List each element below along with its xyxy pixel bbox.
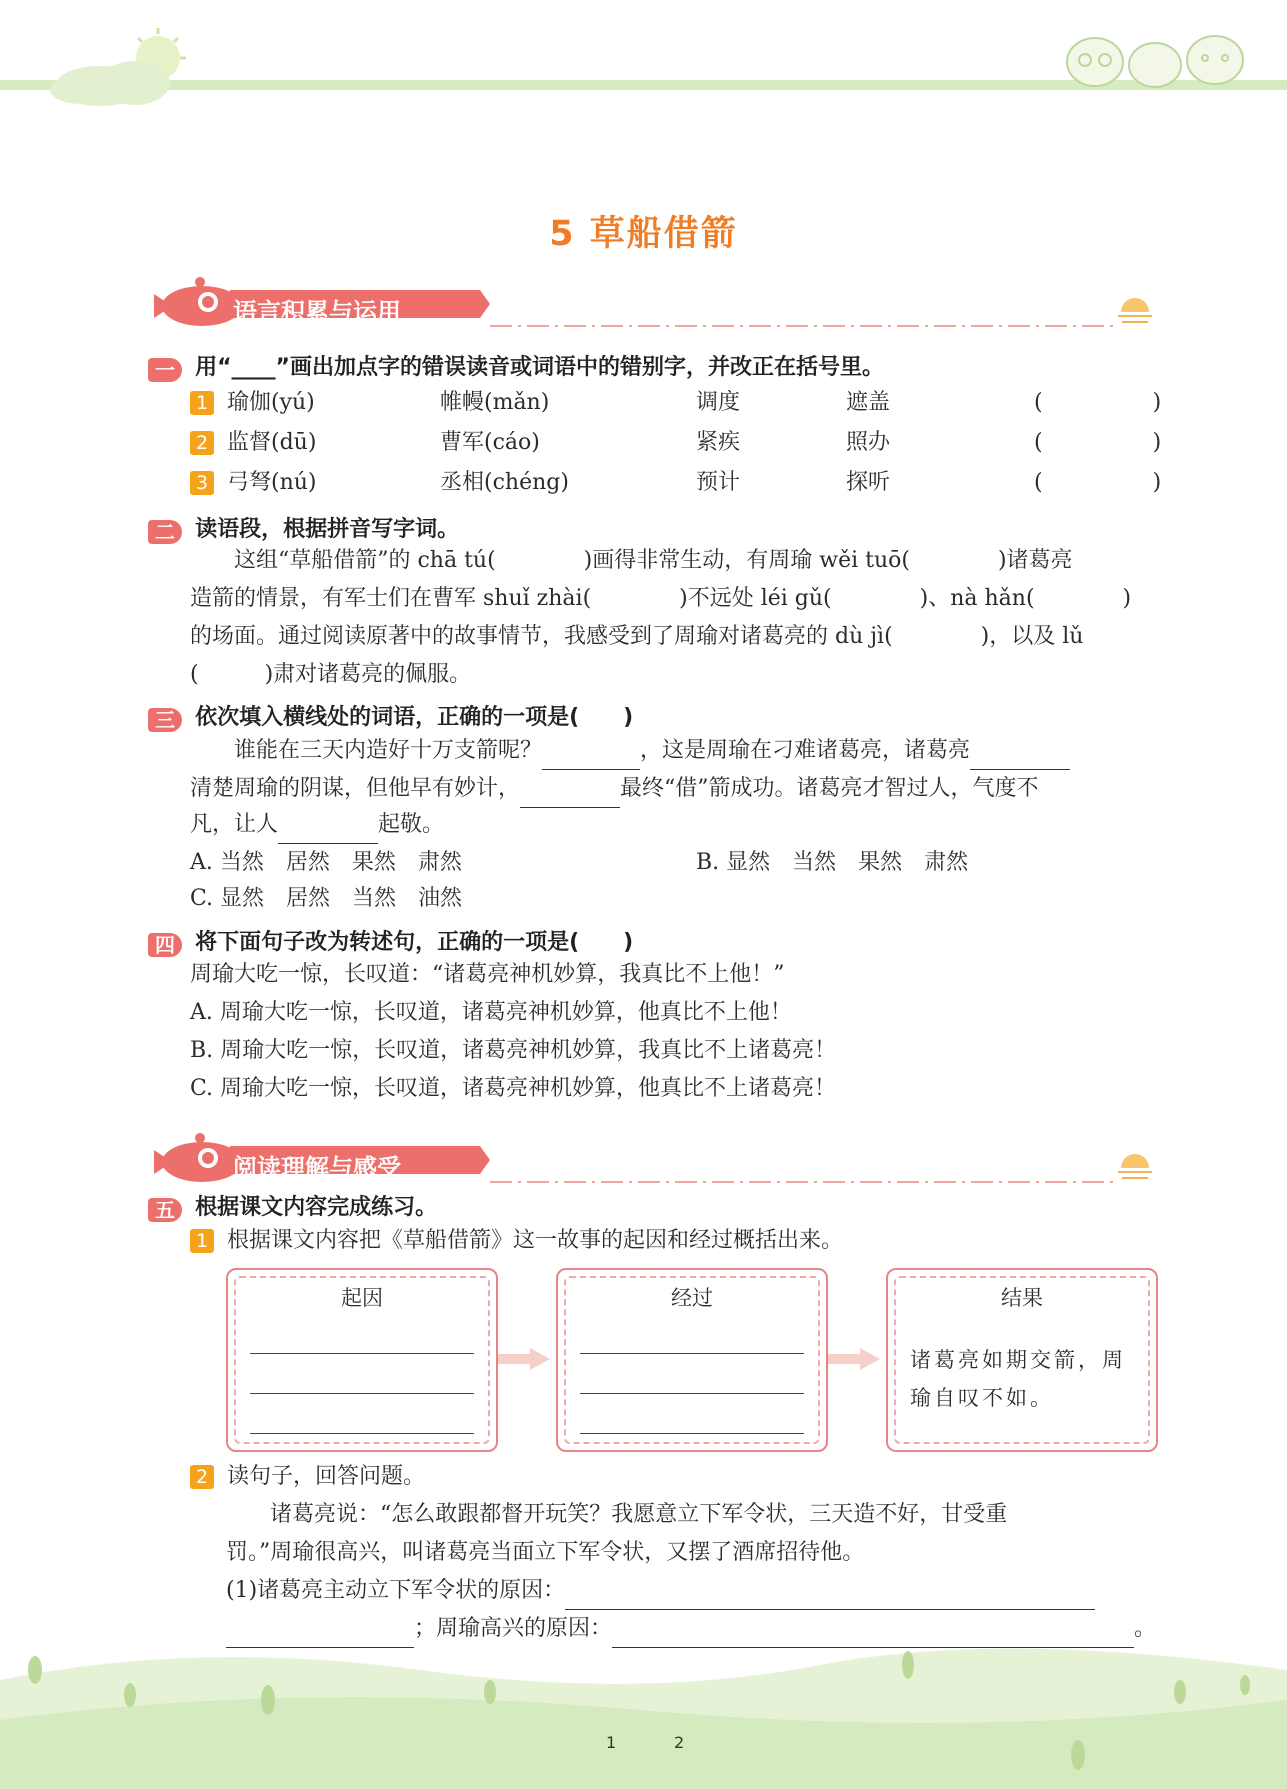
question-4 [148, 925, 1168, 957]
passage-text: 清楚周瑜的阴谋，但他早有妙计， [190, 776, 521, 801]
answer-line[interactable] [580, 1433, 804, 1434]
fill-blank[interactable] [278, 806, 378, 844]
q3-passage-line-1 [190, 732, 1180, 770]
question-badge: 四 [148, 933, 182, 957]
q5-answer-line-1 [226, 1572, 1095, 1610]
cause-box [226, 1268, 498, 1452]
animals-decoration [1060, 20, 1250, 90]
page-number-right: 2 [674, 1733, 685, 1752]
number-badge: 2 [190, 1465, 214, 1489]
answer-label: (1)诸葛亮主动立下军令状的原因： [226, 1578, 566, 1603]
option-a[interactable]: A. 周瑜大吃一惊，长叹道，诸葛亮神机妙算，他真比不上他！ [190, 1000, 792, 1025]
word-c: 紧疾 [696, 430, 741, 455]
answer-line[interactable] [580, 1353, 804, 1354]
box-title: 结果 [1001, 1286, 1043, 1310]
answer-line[interactable] [250, 1393, 474, 1394]
word-b: 曹军(cáo) [440, 430, 540, 455]
option-a[interactable]: A. 当然 居然 果然 肃然 [190, 850, 462, 875]
answer-line[interactable] [580, 1393, 804, 1394]
result-text: 瑜自叹不如。 [910, 1386, 1054, 1410]
end-mark: 。 [1134, 1616, 1157, 1641]
option-b[interactable]: B. 显然 当然 果然 肃然 [696, 850, 969, 875]
q5-passage-line-2: 罚。”周瑜很高兴，叫诸葛亮当面立下军令状，又摆了酒席招待他。 [226, 1540, 865, 1565]
number-badge: 3 [190, 471, 214, 495]
q3-passage-line-3 [190, 806, 1180, 844]
fill-blank[interactable] [520, 770, 620, 808]
arrow-icon [498, 1346, 550, 1372]
answer-blank[interactable] [565, 1572, 1095, 1610]
q1-row-3 [190, 464, 317, 501]
number-badge: 1 [190, 391, 214, 415]
question-badge: 一 [148, 358, 182, 382]
question-title: 依次填入横线处的词语，正确的一项是( ) [195, 705, 634, 730]
fill-blank[interactable] [970, 732, 1070, 770]
option-c[interactable]: C. 显然 居然 当然 油然 [190, 886, 463, 911]
option-b[interactable]: B. 周瑜大吃一惊，长叹道，诸葛亮神机妙算，我真比不上诸葛亮！ [190, 1038, 837, 1063]
question-5 [148, 1190, 1168, 1222]
sub-question-text: 读句子，回答问题。 [227, 1464, 426, 1489]
question-title: 用“____”画出加点字的错误读音或词语中的错别字，并改正在括号里。 [195, 355, 885, 380]
q5-sub-2 [190, 1458, 425, 1495]
passage-text: 凡，让人 [190, 812, 279, 837]
box-title: 起因 [341, 1286, 383, 1310]
passage-text: 谁能在三天内造好十万支箭呢？ [190, 738, 543, 763]
landscape-decoration [0, 1640, 1287, 1789]
answer-paren[interactable]: ( ) [1034, 470, 1162, 495]
question-badge: 三 [148, 708, 182, 732]
q2-line-3: 的场面。通过阅读原著中的故事情节，我感受到了周瑜对诸葛亮的 dù jì( )，以及 lǔ [190, 624, 1084, 649]
question-badge: 二 [148, 520, 182, 544]
page-title: 5 草船借箭 [549, 214, 738, 254]
q1-row-1 [190, 384, 315, 421]
section-title-2: 阅读理解与感受 [233, 1154, 401, 1182]
question-3 [148, 700, 1168, 732]
q5-passage-line-1: 诸葛亮说：“怎么敢跟都督开玩笑？我愿意立下军令状，三天造不好，甘受重 [226, 1502, 1008, 1527]
passage-text: 最终“借”箭成功。诸葛亮才智过人，气度不 [620, 776, 1039, 801]
result-text: 诸葛亮如期交箭，周 [910, 1348, 1126, 1372]
q2-line-2: 造箭的情景，有军士们在曹军 shuǐ zhài( )不远处 léi gǔ( )、nà hǎn( ) [190, 586, 1132, 611]
q5-sub-1 [190, 1222, 843, 1259]
question-badge: 五 [148, 1198, 182, 1222]
word-b: 帷幔(mǎn) [440, 390, 550, 415]
sun-cloud-decoration [40, 28, 190, 108]
answer-paren[interactable]: ( ) [1034, 430, 1162, 455]
word-a: 弓弩(nú) [227, 470, 317, 495]
word-c: 调度 [696, 390, 741, 415]
process-box [556, 1268, 828, 1452]
arrow-icon [828, 1346, 880, 1372]
passage-text: ，这是周瑜在刁难诸葛亮，诸葛亮 [640, 738, 971, 763]
passage-text: 起敬。 [378, 812, 445, 837]
word-a: 瑜伽(yú) [227, 390, 315, 415]
number-badge: 1 [190, 1229, 214, 1253]
word-a: 监督(dū) [227, 430, 317, 455]
word-d: 遮盖 [846, 390, 891, 415]
q4-sentence: 周瑜大吃一惊，长叹道：“诸葛亮神机妙算，我真比不上他！” [190, 962, 785, 987]
page-number-left: 1 [606, 1733, 617, 1752]
q2-line-4: ( )肃对诸葛亮的佩服。 [190, 662, 472, 687]
question-title: 将下面句子改为转述句，正确的一项是( ) [195, 930, 634, 955]
answer-line[interactable] [250, 1353, 474, 1354]
question-title: 读语段，根据拼音写字词。 [195, 517, 460, 542]
word-d: 照办 [846, 430, 891, 455]
answer-line[interactable] [250, 1433, 474, 1434]
section-title-1: 语言积累与运用 [233, 298, 401, 326]
word-b: 丞相(chéng) [440, 470, 569, 495]
result-box [886, 1268, 1158, 1452]
answer-paren[interactable]: ( ) [1034, 390, 1162, 415]
option-c[interactable]: C. 周瑜大吃一惊，长叹道，诸葛亮神机妙算，他真比不上诸葛亮！ [190, 1076, 837, 1101]
q2-line-1: 这组“草船借箭”的 chā tú( )画得非常生动，有周瑜 wěi tuō( )诸葛亮 [190, 548, 1073, 573]
fill-blank[interactable] [542, 732, 640, 770]
q3-passage-line-2 [190, 770, 1180, 808]
number-badge: 2 [190, 431, 214, 455]
word-c: 预计 [696, 470, 741, 495]
question-1 [148, 350, 1168, 382]
answer-label: ；周瑜高兴的原因： [414, 1616, 613, 1641]
word-d: 探听 [846, 470, 891, 495]
box-title: 经过 [671, 1286, 713, 1310]
question-title: 根据课文内容完成练习。 [195, 1195, 438, 1220]
question-2 [148, 512, 1168, 544]
q1-row-2 [190, 424, 316, 461]
sub-question-text: 根据课文内容把《草船借箭》这一故事的起因和经过概括出来。 [227, 1228, 844, 1253]
